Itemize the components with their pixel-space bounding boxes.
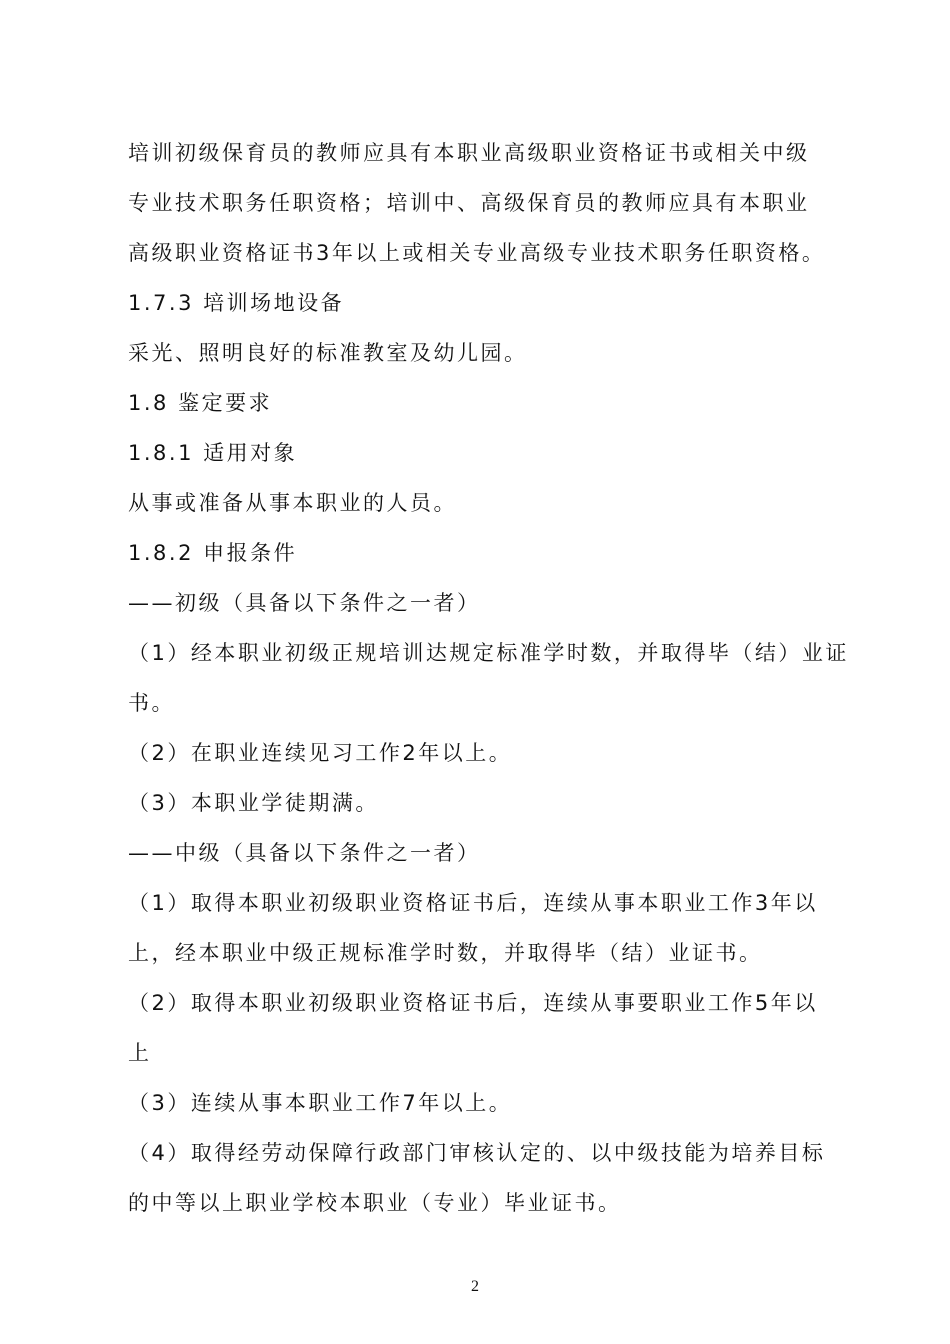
paragraph-line: 培训初级保育员的教师应具有本职业高级职业资格证书或相关中级 [128,141,810,165]
list-item: （4）取得经劳动保障行政部门审核认定的、以中级技能为培养目标 [128,1141,826,1165]
list-item-continuation: 上，经本职业中级正规标准学时数，并取得毕（结）业证书。 [128,941,763,965]
section-heading: 1.8 鉴定要求 [128,391,273,415]
list-item: （2）取得本职业初级职业资格证书后，连续从事要职业工作5年以 [128,991,818,1015]
level-heading: ——中级（具备以下条件之一者） [128,841,481,865]
level-heading: ——初级（具备以下条件之一者） [128,591,481,615]
list-item: （2）在职业连续见习工作2年以上。 [128,741,513,765]
page-body [128,128,849,1228]
list-item: （3）本职业学徒期满。 [128,791,379,815]
paragraph-line: 专业技术职务任职资格；培训中、高级保育员的教师应具有本职业 [128,191,810,215]
paragraph-line: 从事或准备从事本职业的人员。 [128,491,457,515]
list-item-continuation: 书。 [128,691,175,715]
list-item-continuation: 的中等以上职业学校本职业（专业）毕业证书。 [128,1191,622,1215]
section-heading: 1.7.3 培训场地设备 [128,291,345,315]
section-heading: 1.8.2 申报条件 [128,541,298,565]
list-item: （1）取得本职业初级职业资格证书后，连续从事本职业工作3年以 [128,891,818,915]
list-item: （3）连续从事本职业工作7年以上。 [128,1091,513,1115]
list-item-continuation: 上 [128,1041,152,1065]
paragraph-line: 采光、照明良好的标准教室及幼儿园。 [128,341,528,365]
page-number: 2 [471,1278,479,1295]
list-item: （1）经本职业初级正规培训达规定标准学时数，并取得毕（结）业证 [128,641,849,665]
section-heading: 1.8.1 适用对象 [128,441,298,465]
paragraph-line: 高级职业资格证书3年以上或相关专业高级专业技术职务任职资格。 [128,241,826,265]
